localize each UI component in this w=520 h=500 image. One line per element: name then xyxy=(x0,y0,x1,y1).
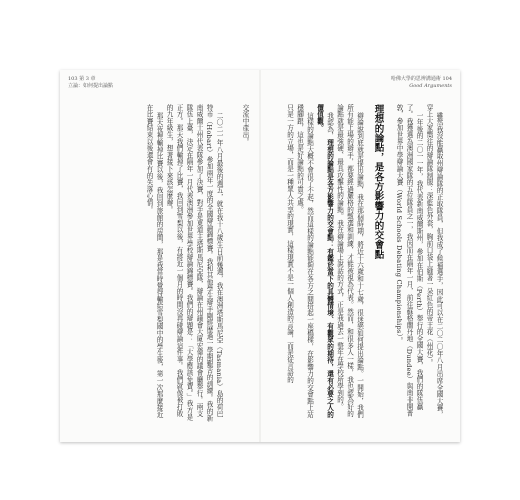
paragraph: 二〇二一年八月最後的週五，就在我十八歲生日前幾週，我在澳洲塔斯馬尼亞（Tasmania）島的荷巴特市（Hobart）參加兩年一度的全國辯論錦標賽。我和其他學生辯手剛經歷過一學期艱苦的訓練。我的新南威爾士州代表隊參加了決賽，對手是東道主塔斯馬尼亞隊，辯論在州議會大廈宏偉的議會廳舉行。兩支隊伍上臺，決定在隔年一月代表澳洲參加世界學校辯論錦標賽。我們的辯題是：「大學應該免費。」我方是正方。那天我們輸掉了比賽，我回到雪梨以後，有將近一個月的時間沒再碰辯論這件事。我們就像被打敗的九年級生，想著接下來該怎麼辦。 xyxy=(165,104,223,422)
inline-text: 我認為， xyxy=(325,111,334,140)
section-heading: 理想的論點，是各方影響力的交會點 xyxy=(372,104,384,260)
left-running-title: 立論：如何提出論點 xyxy=(68,83,114,89)
right-column-main xyxy=(268,104,444,422)
bold-thesis: 理想的論點是各方影響力的交會點：有鑑於當下的具體情境、有觀眾的期待，還有必要之人的價值觀。 xyxy=(315,104,334,418)
paragraph xyxy=(315,104,335,422)
right-running-header xyxy=(391,76,452,90)
left-running-header xyxy=(68,76,113,90)
left-column-main xyxy=(76,104,224,422)
paragraph: 辯論說到底就是提出論點，我在那個時期，將近十六歲和十七歲，很迷戀如何提出論點。一開始，我們所有能上場的辯手，都要經過嚴格的甄選和訓練，才能被視為代表。然而，和很多人一樣，我也認為好的論點就是最強硬、最具攻擊性的論點。我在辯論場上說話的方式，正是我過去一整年在學校所學到的。 xyxy=(335,104,364,418)
left-page-number: 103 xyxy=(68,76,78,82)
right-running-subtitle: Good Arguments xyxy=(409,83,452,89)
book-spread xyxy=(60,70,460,442)
right-running-title: 哈佛大學的思辨溝通術 xyxy=(390,76,441,82)
paragraph: 這樣的論點大概不會很了不起，然而這樣的論點能夠在各方之間搭起一座橋樑，在影響力的交會點上站穩腳跟，這也是好論點的可貴之處。 xyxy=(295,104,314,418)
paragraph: 雖然我沒能贏取州辯論隊的正取隊員，但我成了候補選手，因此可以在二〇二〇年八月出席全國大賽，穿上大家嚮往的辯論隊制服：深藍色外套，胸前口袋上縫著一朵紅色的帝王花（州花）。 xyxy=(425,104,443,418)
right-page xyxy=(260,70,460,442)
paragraph: 那天夜裡輸掉比賽以後，我回到旅館的房間，那是我當時覺得輸給雪梨國中的學生後，第一次那麼接近在比賽結束以後還會有的失落心情。 xyxy=(145,104,163,418)
paragraph: 只是一方的立場，而是一種眾人共享的現實，這樣現實不是一個人創造的言論，而是從言語的 xyxy=(285,104,294,383)
left-page xyxy=(60,70,260,442)
chapter-label: 第 3 章 xyxy=(79,76,96,82)
paragraph: 一年後的二〇一一年，我代表新南威爾斯州，參加在伯斯（Perth）舉行的全國大賽，我們的隊伍贏了。我獲選為澳洲國家隊的五位隊員之一，我因而在隔年一月，前往蘇格蘭丹地（Dundee）與南非開普敦，參加世界中學辯論大賽（World Schools Debating Championships）。 xyxy=(395,104,423,417)
right-page-number: 104 xyxy=(442,76,452,82)
paragraph: 交流中產出。 xyxy=(241,104,249,145)
left-column-end xyxy=(228,104,250,422)
